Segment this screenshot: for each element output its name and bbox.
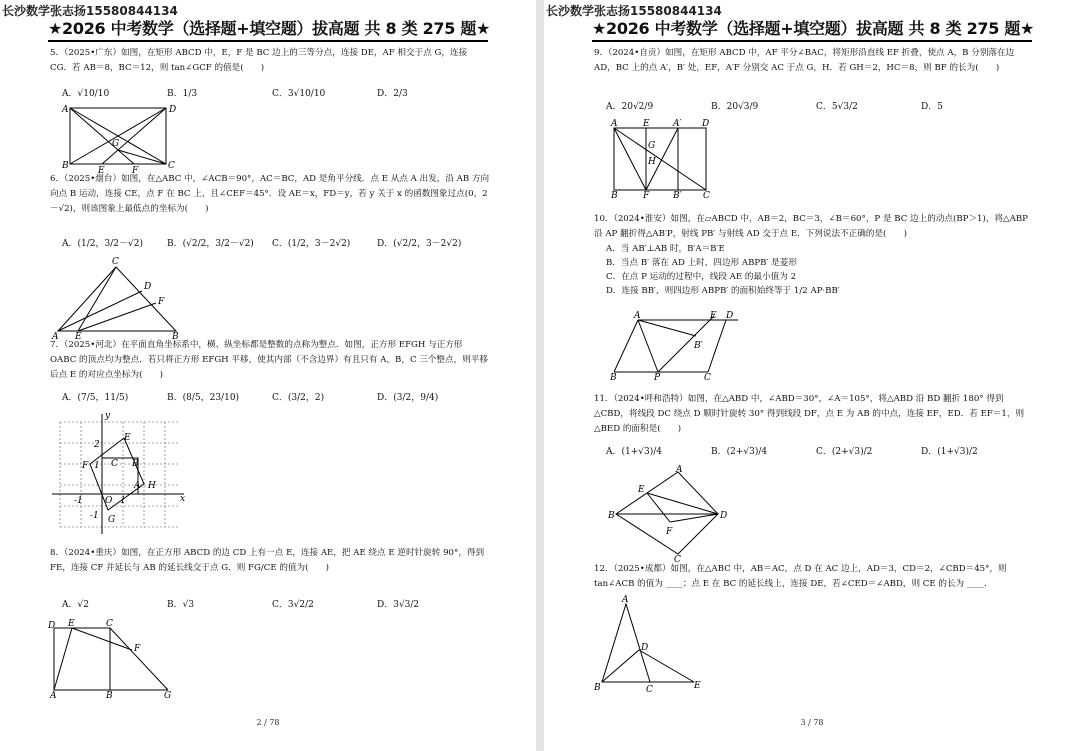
fig-label: 2 bbox=[94, 440, 100, 450]
question-7-options bbox=[62, 390, 482, 403]
fig-label: E bbox=[643, 119, 650, 129]
fig-label: D bbox=[48, 621, 56, 631]
figure-q11 bbox=[606, 464, 736, 562]
fig-label: A bbox=[62, 105, 69, 115]
fig-label: C bbox=[111, 459, 118, 469]
fig-label: O bbox=[105, 496, 113, 506]
fig-label: H bbox=[148, 481, 156, 491]
page-left bbox=[0, 0, 536, 751]
fig-label: B bbox=[608, 511, 615, 521]
fig-label: G bbox=[112, 139, 120, 149]
page-title: ★2026 中考数学（选择题+填空题）拔高题 共 8 类 275 题★ bbox=[592, 16, 1032, 42]
fig-label: 1 bbox=[94, 461, 100, 471]
question-8-options bbox=[62, 597, 482, 610]
question-12: 12．（2025•成都）如图，在△ABC 中，AB＝AC，点 D 在 AC 边上，AD＝3，CD＝2，∠CBD＝45°，则 tan∠ACB 的值为 ____；点 E 在 BC 的延长线上，连接 DE，若∠CED＝∠ABD，则 CE 的长为 ____． bbox=[594, 564, 1007, 589]
option: A．√2 bbox=[62, 600, 89, 610]
fig-label: -1 bbox=[90, 511, 99, 521]
option: A．当 AB′⊥AB 时，B′A＝B′E bbox=[606, 244, 725, 254]
option: D．2/3 bbox=[377, 89, 408, 99]
fig-label: E bbox=[124, 433, 131, 443]
fig-label: E bbox=[68, 619, 75, 629]
option: B．1/3 bbox=[167, 89, 198, 99]
fig-label: H bbox=[648, 157, 656, 167]
fig-label: C bbox=[704, 373, 711, 382]
fig-label: A bbox=[50, 691, 57, 700]
fig-label: B bbox=[172, 332, 179, 339]
option: D．(3/2，9/4) bbox=[377, 393, 439, 403]
question-5: 5．（2025•广东）如图，在矩形 ABCD 中，E，F 是 BC 边上的三等分点，连接 DE，AF 相交于点 G，连接 CG．若 AB＝8，BC＝12，则 tan∠GCF 的值是( ) bbox=[50, 48, 468, 73]
option: C．(3/2，2) bbox=[272, 393, 325, 403]
fig-label: B′ bbox=[673, 191, 682, 200]
figure-q7 bbox=[52, 410, 192, 536]
fig-label: F bbox=[132, 166, 139, 174]
question-10: 10．（2024•淮安）如图，在▱ABCD 中，AB＝2，BC＝3，∠B＝60°，P 是 BC 边上的动点(BP＞1)，将△ABP 沿 AP 翻折得△AB′P，射线 PB′ 与射线 AD 交于点 E．下列说法不正确的是( ) bbox=[594, 214, 1028, 239]
option: B．(8/5，23/10) bbox=[167, 393, 240, 403]
fig-label: F bbox=[666, 527, 673, 537]
figure-q5 bbox=[58, 102, 178, 174]
fig-label: D bbox=[702, 119, 710, 129]
page-right bbox=[544, 0, 1080, 751]
fig-label: A′ bbox=[673, 119, 682, 129]
fig-label: D bbox=[726, 311, 734, 321]
fig-label: B bbox=[62, 161, 69, 171]
option: B．√3 bbox=[167, 600, 195, 610]
watermark: 长沙数学张志扬15580844134 bbox=[2, 4, 178, 18]
fig-label: B bbox=[610, 373, 617, 382]
fig-label: F bbox=[134, 644, 141, 654]
fig-label: G bbox=[108, 515, 116, 525]
page-number: 2 / 78 bbox=[256, 718, 280, 727]
question-5-options bbox=[62, 86, 482, 99]
fig-label: C bbox=[106, 619, 113, 629]
page-title: ★2026 中考数学（选择题+填空题）拔高题 共 8 类 275 题★ bbox=[48, 16, 488, 42]
fig-label: G bbox=[164, 691, 172, 700]
fig-label: D bbox=[641, 643, 649, 653]
fig-label: D bbox=[720, 511, 728, 521]
fig-label: A bbox=[634, 311, 641, 321]
question-6: 6．（2025•烟台）如图，在△ABC 中，∠ACB＝90°，AC＝BC，AD 是角平分线．点 E 从点 A 出发，沿 AB 方向向点 B 运动，连接 CE，点 F 在 BC 上，且∠CEF＝45°．设 AE＝x，FD＝y，若 y 关于 x 的函数图象过点(0，2－√2)，则该图象上最低点的坐标为( ) bbox=[50, 174, 490, 214]
fig-label: 1 bbox=[120, 496, 126, 506]
option: C．3√2/2 bbox=[272, 600, 314, 610]
fig-label: A bbox=[622, 595, 629, 605]
question-11: 11．（2024•呼和浩特）如图，在△ABD 中，∠ABD＝30°，∠A＝105°，将△ABD 沿 BD 翻折 180° 得到△CBD，将线段 DC 绕点 D 顺时针旋转 30° 得到线段 DF，点 E 为 AB 的中点，连接 EF，ED．若 EF＝1，则△BED 的面积是( ) bbox=[594, 394, 1025, 434]
fig-label: E bbox=[710, 311, 717, 321]
option: A．√10/10 bbox=[62, 89, 110, 99]
option: B．当点 B′ 落在 AD 上时，四边形 ABPB′ 是菱形 bbox=[606, 258, 797, 268]
option: C．在点 P 运动的过程中，线段 AE 的最小值为 2 bbox=[606, 272, 797, 282]
fig-label: E bbox=[638, 485, 645, 495]
option: D．3√3/2 bbox=[377, 600, 420, 610]
question-8: 8．（2024•重庆）如图，在正方形 ABCD 的边 CD 上有一点 E，连接 AE，把 AE 绕点 E 逆时针旋转 90°，得到 FE，连接 CF 并延长与 AB 的延长线交于点 G．则 FG/CE 的值为( ) bbox=[50, 548, 485, 573]
question-9-options bbox=[606, 99, 1026, 112]
fig-label: B bbox=[594, 683, 601, 693]
question-9: 9．（2024•自贡）如图，在矩形 ABCD 中，AF 平分∠BAC，将矩形沿直线 EF 折叠，使点 A，B 分别落在边 AD，BC 上的点 A′，B′ 处，EF，A′F 分别交 AC 于点 G，H．若 GH＝2，HC＝8，则 BF 的长为( ) bbox=[594, 48, 1015, 73]
option: A．(7/5，11/5) bbox=[62, 393, 129, 403]
fig-label: x bbox=[180, 494, 186, 504]
fig-label: C bbox=[674, 555, 681, 562]
fig-label: A bbox=[134, 481, 141, 491]
option: B．20√3/9 bbox=[711, 102, 759, 112]
fig-label: E bbox=[75, 332, 82, 339]
fig-label: G bbox=[648, 141, 656, 151]
fig-label: A bbox=[52, 332, 59, 339]
fig-label: C bbox=[703, 191, 710, 200]
fig-label: A bbox=[611, 119, 618, 129]
fig-label: D bbox=[144, 282, 152, 292]
option: A．20√2/9 bbox=[606, 102, 654, 112]
page-number: 3 / 78 bbox=[800, 718, 824, 727]
option: D．(1+√3)/2 bbox=[921, 447, 978, 457]
fig-label: F bbox=[158, 297, 165, 307]
fig-label: C bbox=[646, 685, 653, 695]
question-10-options bbox=[606, 242, 1026, 298]
option: C．(1/2，3－2√2) bbox=[272, 239, 351, 249]
fig-label: A bbox=[676, 465, 683, 475]
figure-q12 bbox=[594, 592, 706, 696]
watermark: 长沙数学张志扬15580844134 bbox=[546, 4, 722, 18]
option: C．3√10/10 bbox=[272, 89, 326, 99]
option: C．5√3/2 bbox=[816, 102, 858, 112]
option: A．(1+√3)/4 bbox=[606, 447, 663, 457]
fig-label: F bbox=[643, 191, 650, 200]
fig-label: B bbox=[611, 191, 618, 200]
figure-q10 bbox=[610, 310, 750, 382]
fig-label: B bbox=[106, 691, 113, 700]
fig-label: D bbox=[169, 105, 177, 115]
option: B．(√2/2，3/2－√2) bbox=[167, 239, 254, 249]
option: D．连接 BB′，则四边形 ABPB′ 的面积始终等于 1/2 AP·BB′ bbox=[606, 286, 840, 296]
fig-label: E bbox=[98, 166, 105, 174]
question-6-options bbox=[62, 236, 482, 249]
fig-label: P bbox=[654, 373, 661, 382]
fig-label: C bbox=[168, 161, 175, 171]
question-7: 7．（2025•河北）在平面直角坐标系中，横、纵坐标都是整数的点称为整点．如图，正方形 EFGH 与正方形 OABC 的顶点均为整点．若只将正方形 EFGH 平移，使其内部（不含边界）有且只有 A，B，C 三个整点，则平移后点 E 的对应点坐标为( ) bbox=[50, 340, 488, 380]
figure-q6 bbox=[50, 255, 190, 339]
figure-q8 bbox=[46, 618, 186, 700]
fig-label: B′ bbox=[694, 341, 703, 351]
fig-label: -1 bbox=[74, 496, 83, 506]
option: D．(√2/2，3－2√2) bbox=[377, 239, 462, 249]
fig-label: F bbox=[82, 461, 89, 471]
question-11-options bbox=[606, 444, 1026, 457]
option: C．(2+√3)/2 bbox=[816, 447, 873, 457]
option: A．(1/2，3/2－√2) bbox=[62, 239, 143, 249]
fig-label: E bbox=[694, 681, 701, 691]
option: D．5 bbox=[921, 102, 943, 112]
fig-label: B bbox=[132, 459, 139, 469]
fig-label: C bbox=[112, 257, 119, 267]
figure-q9 bbox=[606, 118, 716, 200]
fig-label: y bbox=[105, 411, 111, 421]
option: B．(2+√3)/4 bbox=[711, 447, 768, 457]
